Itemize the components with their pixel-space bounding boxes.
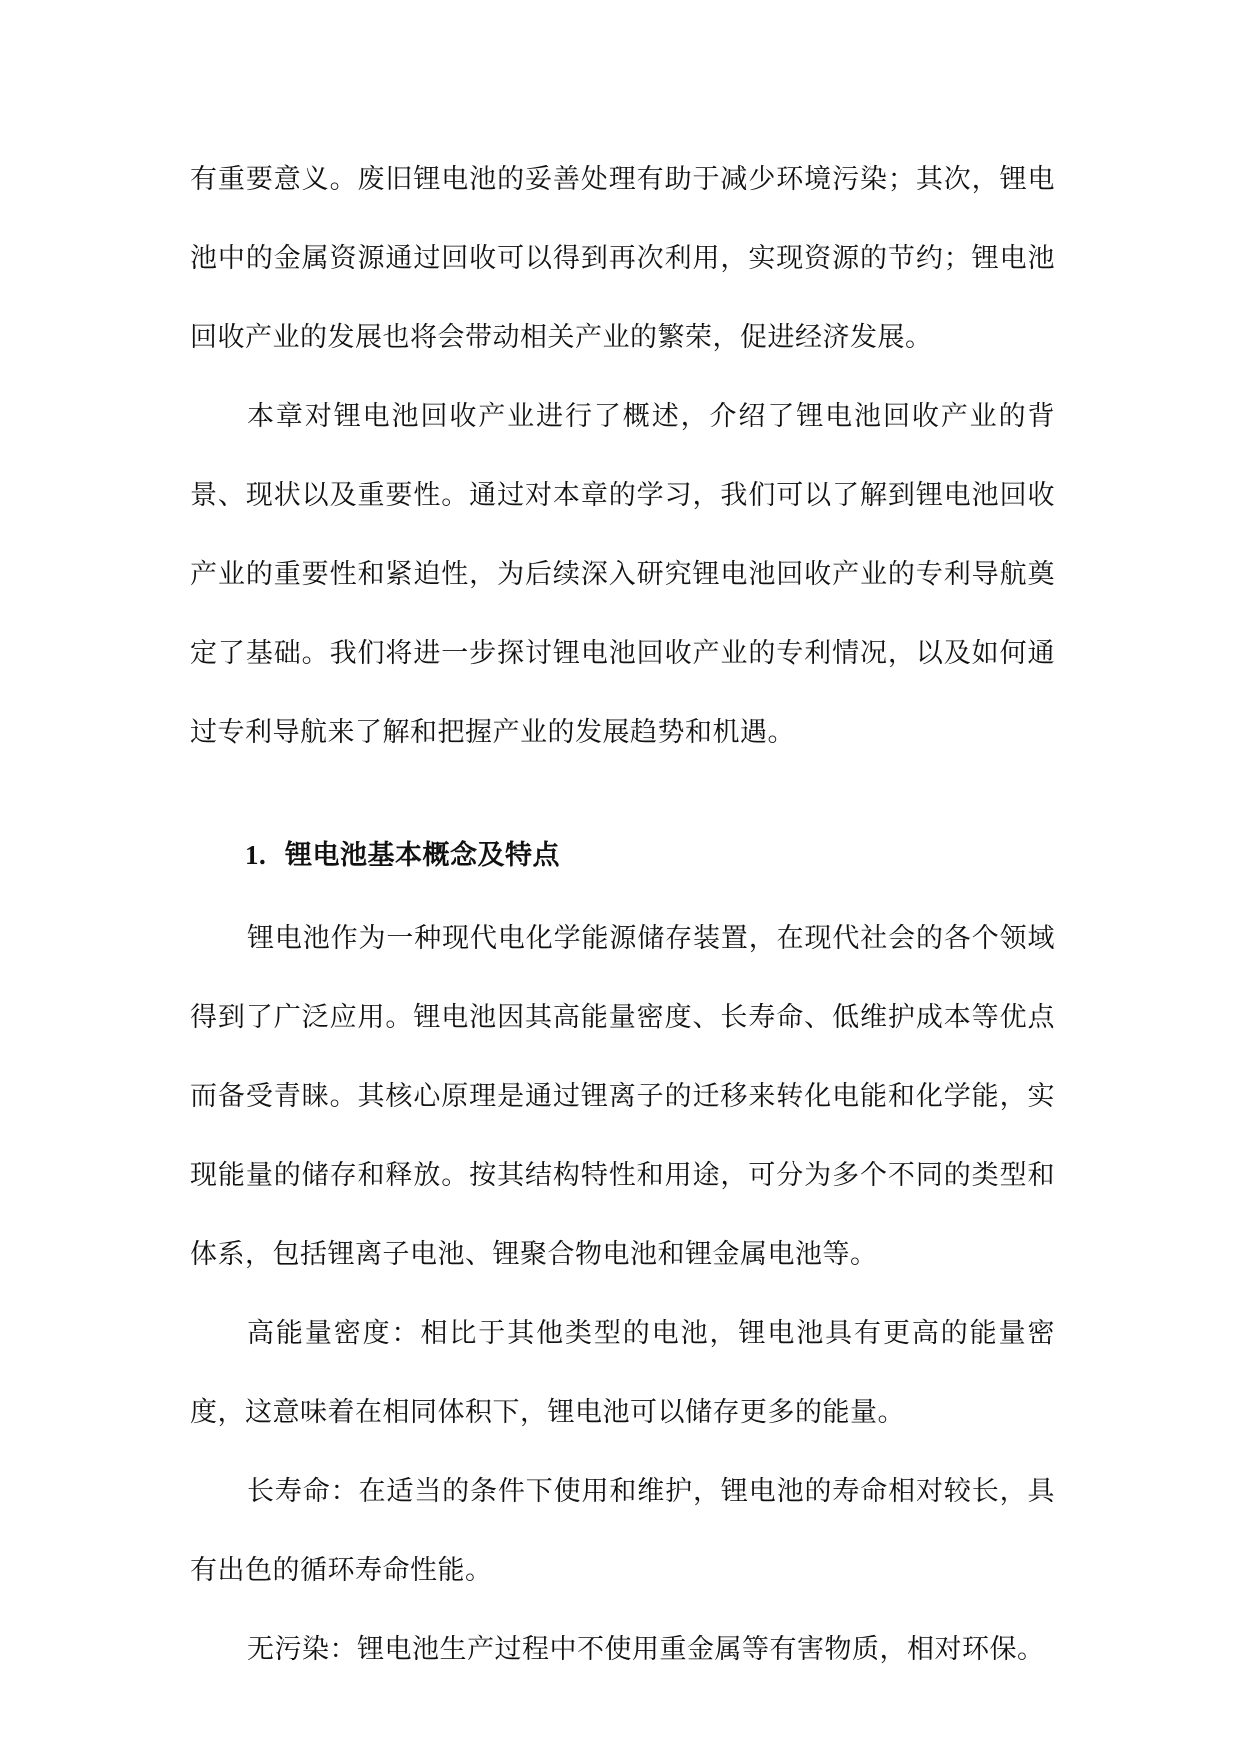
paragraph: 长寿命：在适当的条件下使用和维护，锂电池的寿命相对较长，具有出色的循环寿命性能。	[190, 1476, 1055, 1586]
section-heading	[190, 772, 1055, 899]
paragraph: 锂电池作为一种现代电化学能源储存装置，在现代社会的各个领域得到了广泛应用。锂电池因其高能量密度、长寿命、低维护成本等优点而备受青睐。其核心原理是通过锂离子的迁移来转化电能和化学能，实现能量的储存和释放。按其结构特性和用途，可分为多个不同的类型和体系，包括锂离子电池、锂聚合物电池和锂金属电池等。	[190, 923, 1055, 1270]
section-number: 1.	[245, 840, 267, 870]
paragraph: 高能量密度：相比于其他类型的电池，锂电池具有更高的能量密度，这意味着在相同体积下，锂电池可以储存更多的能量。	[190, 1318, 1055, 1428]
paragraph: 无污染：锂电池生产过程中不使用重金属等有害物质，相对环保。	[247, 1634, 1045, 1665]
paragraph: 本章对锂电池回收产业进行了概述，介绍了锂电池回收产业的背景、现状以及重要性。通过对本章的学习，我们可以了解到锂电池回收产业的重要性和紧迫性，为后续深入研究锂电池回收产业的专利导航奠定了基础。我们将进一步探讨锂电池回收产业的专利情况，以及如何通过专利导航来了解和把握产业的发展趋势和机遇。	[190, 401, 1055, 748]
section-title: 锂电池基本概念及特点	[285, 840, 560, 871]
document-body	[190, 140, 1055, 1689]
paragraph: 有重要意义。废旧锂电池的妥善处理有助于减少环境污染；其次，锂电池中的金属资源通过回收可以得到再次利用，实现资源的节约；锂电池回收产业的发展也将会带动相关产业的繁荣，促进经济发展。	[190, 164, 1055, 353]
